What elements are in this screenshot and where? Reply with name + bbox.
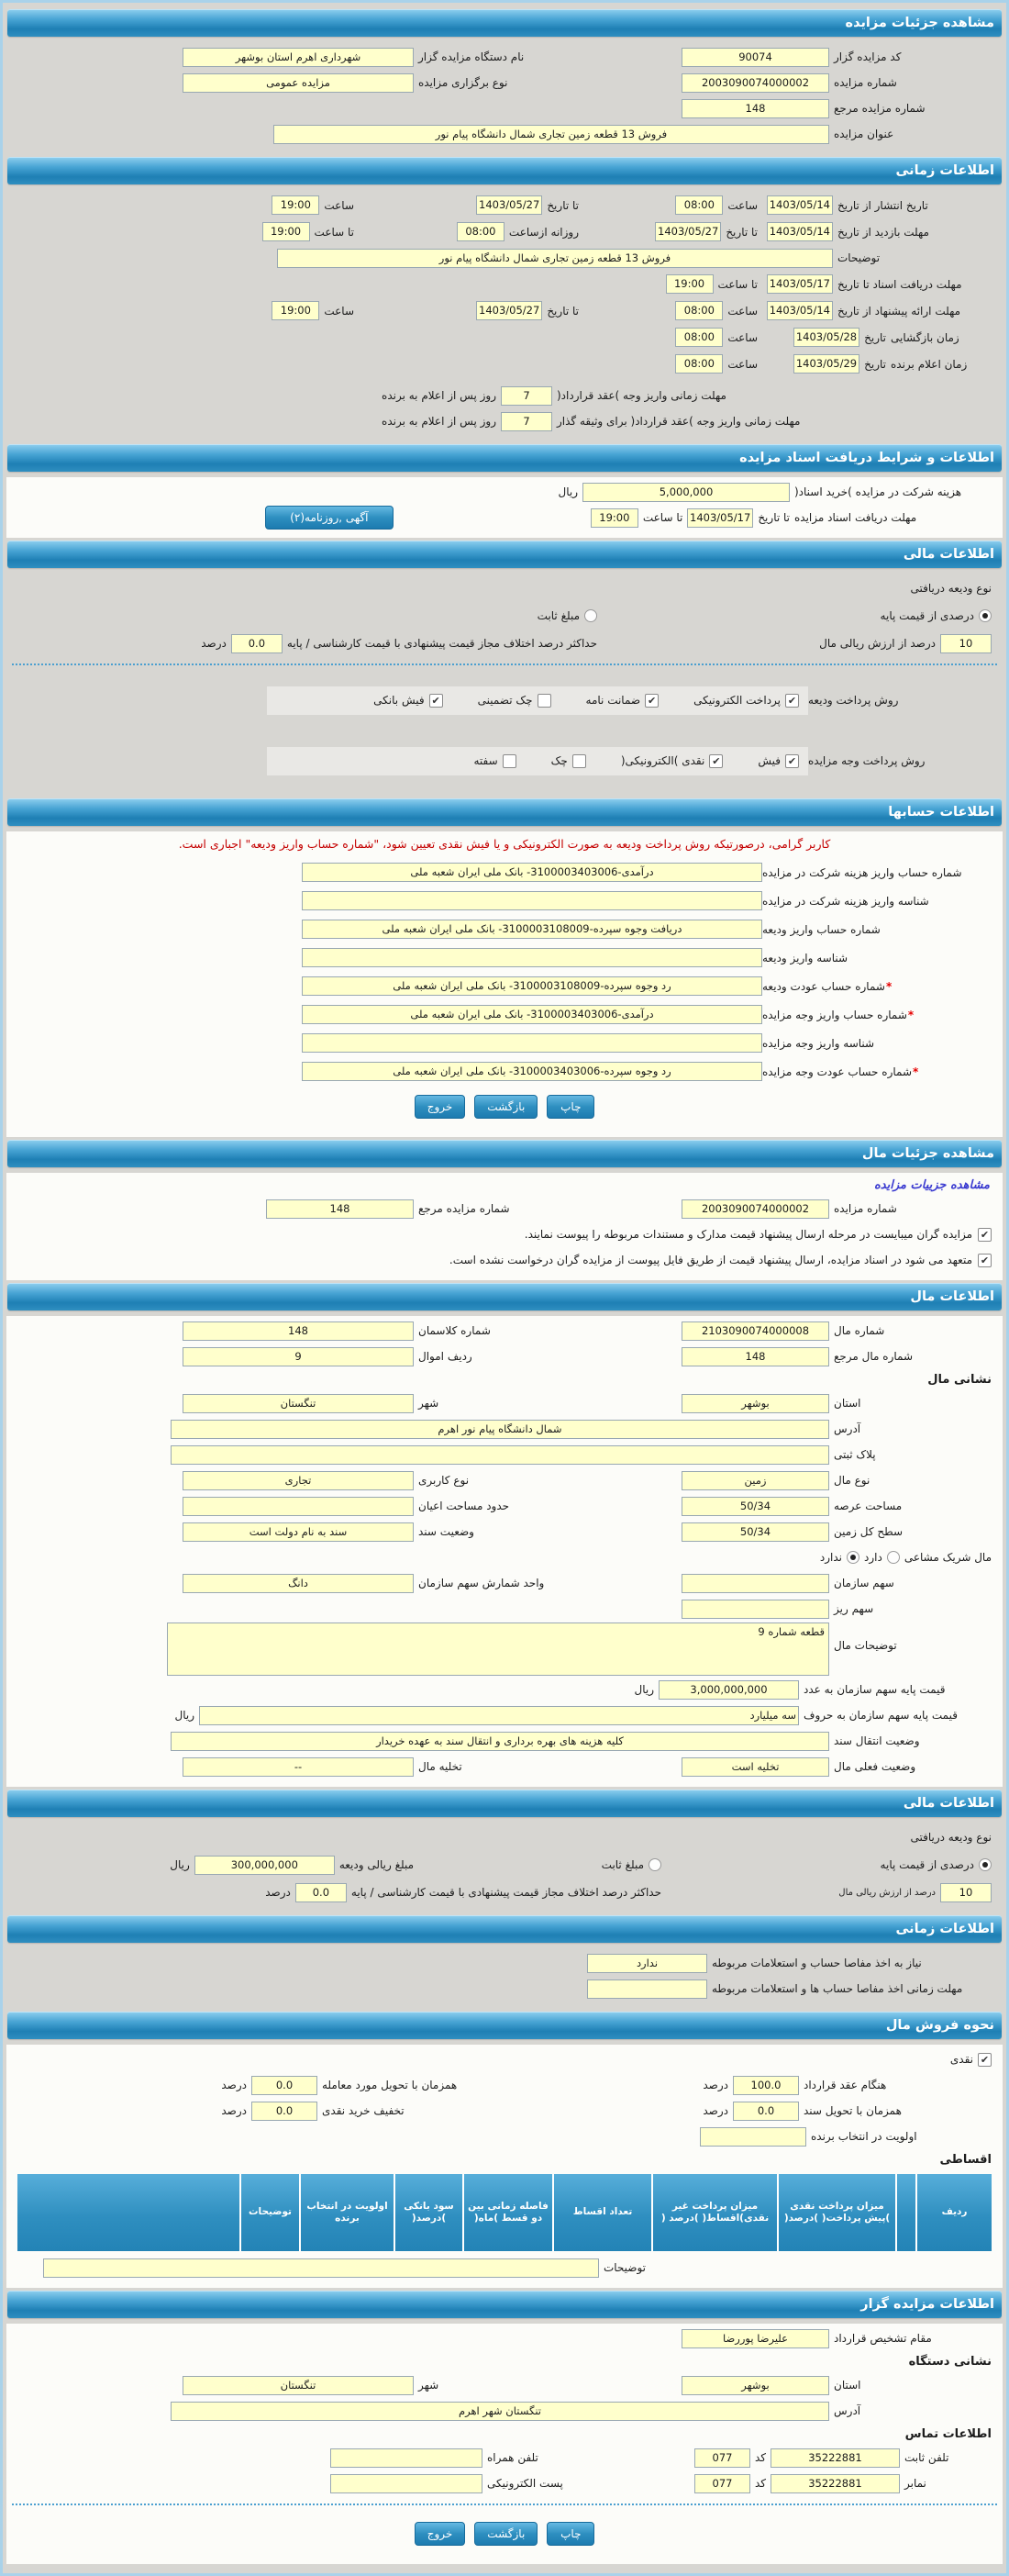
section-time-info [6, 190, 1003, 441]
section-header-asset-view [7, 1140, 1002, 1167]
at-contract-field[interactable]: 100.0 [733, 2076, 799, 2095]
winner-priority-field[interactable] [700, 2127, 806, 2147]
total-land-label: سطح کل زمین [834, 1525, 904, 1538]
rial-label: ریال [634, 1683, 654, 1696]
deposit-return-account-label: *شماره حساب عودت ودیعه [762, 979, 893, 993]
pay-deadline2-label: مهلت زمانی واریز وجه )عقد قرارداد( برای وثیقه گذار [557, 415, 801, 428]
registration-plate-label: پلاک ثبتی [834, 1448, 876, 1461]
percent-of-value-label: درصد از ارزش ریالی مال [819, 637, 936, 650]
deposit-percent-field[interactable]: 10 [940, 634, 992, 653]
fax-code-field[interactable]: 077 [694, 2474, 750, 2493]
opening-date-field[interactable]: 1403/05/28 [793, 328, 859, 347]
percent-label: درصد [265, 1886, 291, 1899]
base-price-words-field[interactable]: سه میلیارد [199, 1706, 799, 1725]
percent-label: درصد [201, 637, 227, 650]
fax-field[interactable]: 35222881 [771, 2474, 900, 2493]
contact-heading: اطلاعات تماس [904, 2427, 992, 2441]
percent-of-base-radio[interactable] [979, 1858, 992, 1871]
section-time-info-2 [6, 1948, 1003, 2009]
section-title: اطلاعات حسابها [888, 805, 994, 820]
auction-subject-label: عنوان مزایده [834, 128, 894, 140]
newspaper-ad-button[interactable]: آگهی ,روزنامه(۲) [265, 506, 394, 530]
secured-check-checkbox[interactable] [538, 694, 551, 708]
fixed-amount-radio[interactable] [649, 1858, 661, 1871]
fixed-amount-label: مبلغ ثابت [537, 609, 580, 622]
section-title: اطلاعات زمانی [895, 1922, 994, 1936]
docs-deadline-date-field[interactable]: 1403/05/17 [767, 274, 833, 294]
hour-label: ساعت [324, 198, 354, 212]
fax-label: نمابر [904, 2477, 926, 2490]
opening-label: زمان بازگشایی [891, 330, 959, 344]
required-mark: * [913, 1065, 919, 1078]
time-desc-field[interactable]: فروش 13 قطعه زمین تجاری شمال دانشگاه پیام نور [277, 249, 833, 268]
contract-authority-label: مقام تشخیص قرارداد [834, 2332, 932, 2345]
to-date-label: تا تاریخ [547, 198, 579, 212]
percent-label: درصد [221, 2104, 247, 2117]
auction-ref-field[interactable]: 148 [266, 1199, 414, 1219]
percent-label: درصد [703, 2104, 728, 2117]
section-header-time-info [7, 157, 1002, 184]
code-label: کد [754, 2477, 766, 2490]
cash-electronic-checkbox[interactable] [709, 754, 723, 768]
base-price-words-label: قیمت پایه سهم سازمان به حروف [804, 1709, 958, 1722]
epay-checkbox[interactable] [785, 694, 799, 708]
auction-pay-method-panel [267, 747, 808, 775]
percent-label: درصد [221, 2079, 247, 2091]
percent-of-base-label: درصدی از قیمت پایه [880, 1858, 974, 1871]
section-header-asset-info [7, 1283, 1002, 1310]
deposit-id-label: شناسه واریز ودیعه [762, 951, 848, 965]
land-area-label: مساحت عرصه [834, 1500, 903, 1512]
province-label: استان [834, 1397, 861, 1410]
org-name-label: نام دستگاه مزایده گزار [418, 50, 525, 63]
guarantee-label: ضمانت نامه [585, 694, 641, 707]
class-no-label: شماره کلاسمان [418, 1324, 491, 1337]
publish-to-date-field[interactable]: 1403/05/27 [476, 195, 542, 215]
org-province-field[interactable]: بوشهر [682, 2376, 829, 2395]
section-header-financial-2 [7, 1790, 1002, 1817]
section-doc-terms [6, 477, 1003, 538]
fee-deposit-account-field[interactable]: درآمدی-3100003403006- بانک ملی ایران شعبه ملی [302, 863, 762, 882]
deposit-pay-method-label: روش پرداخت ودیعه [808, 694, 899, 707]
visit-time-from-field[interactable]: 08:00 [457, 222, 504, 241]
no-file-offer-checkbox[interactable] [978, 1254, 992, 1267]
current-status-label: وضعیت فعلی مال [834, 1760, 916, 1773]
asset-address-heading: نشانی مال [927, 1373, 992, 1387]
cash-electronic-label: نقدی )الکترونیکی( [620, 754, 705, 767]
asset-row-field[interactable]: 9 [183, 1347, 414, 1366]
attach-docs-label: مزایده گران میبایست در مرحله ارسال پیشنهاد قیمت مدارک و مستندات مربوطه را پیوست نمایند. [524, 1228, 972, 1241]
auction-ref-field[interactable]: 148 [682, 99, 829, 118]
bank-slip-checkbox[interactable] [429, 694, 443, 708]
auction-amount-account-field[interactable]: درآمدی-3100003403006- بانک ملی ایران شعبه ملی [302, 1005, 762, 1024]
sale-desc-field[interactable] [43, 2258, 599, 2278]
at-contract-label: هنگام عقد قرارداد [804, 2079, 887, 2091]
sale-desc-label: توضیحات [603, 2261, 646, 2274]
section-header-doc-terms [7, 444, 1002, 472]
col-installment-gap: فاصله زمانی بین دو قسط )ماه( [462, 2174, 552, 2251]
auction-ref-label: شماره مزایده مرجع [834, 102, 926, 115]
max-diff-label: حداکثر درصد اختلاف مجاز قیمت پیشنهادی با قیمت کارشناسی / پایه [286, 637, 597, 650]
section-sale-method [6, 2045, 1003, 2288]
cash-sale-checkbox[interactable] [978, 2053, 992, 2067]
phone-label: تلفن ثابت [904, 2451, 949, 2464]
max-diff-field[interactable]: 0.0 [295, 1883, 347, 1902]
guarantee-checkbox[interactable] [645, 694, 659, 708]
section-title: اطلاعات مزایده گزار [860, 2297, 994, 2312]
section-title: اطلاعات مالی [903, 1796, 994, 1811]
print-button[interactable]: چاپ [547, 2522, 594, 2546]
doc-fee-label: هزینه شرکت در مزایده )خرید اسناد( [794, 485, 962, 498]
deposit-percent-field[interactable]: 10 [940, 1883, 992, 1902]
accounts-notice: کاربر گرامی، درصورتیکه روش پرداخت ودیعه به صورت الکترونیکی و یا فیش نقدی تعیین شود، "شماره حساب واریز ودیعه" اجباری است. [178, 837, 831, 851]
no-file-offer-label: متعهد می شود در اسناد مزایده، ارسال پیشنهاد قیمت از طریق فایل پیوست از مزایده گران درخواست نشده است. [449, 1254, 972, 1266]
joint-owner-no-radio[interactable] [847, 1551, 859, 1564]
section-accounts [6, 831, 1003, 1137]
usage-type-field[interactable]: تجاری [183, 1471, 414, 1490]
pay-deadline1-label: مهلت زمانی واریز وجه )عقد قرارداد( [557, 389, 726, 402]
publish-from-date-field[interactable]: 1403/05/14 [767, 195, 833, 215]
hour-label: ساعت [727, 330, 758, 344]
section-title: اطلاعات مالی [903, 547, 994, 562]
fee-deposit-id-field[interactable] [302, 891, 762, 910]
offer-to-date-field[interactable]: 1403/05/27 [476, 301, 542, 320]
to-date-label: تا تاریخ [726, 225, 758, 239]
asset-ref-field[interactable]: 148 [682, 1347, 829, 1366]
section-title: مشاهده جزئیات مزایده [845, 16, 994, 30]
installment-heading: اقساطی [939, 2153, 992, 2167]
asset-desc-field[interactable]: قطعه شماره 9 [167, 1623, 829, 1676]
percent-of-base-label: درصدی از قیمت پایه [880, 609, 974, 622]
email-field[interactable] [330, 2474, 482, 2493]
asset-ref-label: شماره مال مرجع [834, 1350, 914, 1363]
base-price-label: قیمت پایه سهم سازمان به عدد [804, 1683, 946, 1696]
total-land-field[interactable]: 50/34 [682, 1522, 829, 1542]
hour-label: ساعت [324, 304, 354, 318]
auction-amount-id-field[interactable] [302, 1033, 762, 1053]
building-area-field[interactable] [183, 1497, 414, 1516]
time-desc-label: توضیحات [837, 251, 881, 264]
at-deed-label: همزمان با تحویل سند [804, 2104, 902, 2117]
cash-sale-label: نقدی [949, 2053, 973, 2066]
province-field[interactable]: بوشهر [682, 1394, 829, 1413]
hour-label: ساعت [727, 198, 758, 212]
joint-owner-label: مال شریک مشاعی [904, 1551, 992, 1564]
docs-deadline-time-field[interactable]: 19:00 [666, 274, 714, 294]
deposit-account-field[interactable]: دریافت وجوه سپرده-3100003108009- بانک ملی ایران شعبه ملی [302, 920, 762, 939]
asset-no-label: شماره مال [834, 1324, 885, 1337]
auction-amount-id-label: شناسه واریز وجه مزایده [762, 1036, 875, 1050]
section-asset-view [6, 1173, 1003, 1280]
asset-type-field[interactable]: زمین [682, 1471, 829, 1490]
dotted-divider [12, 664, 997, 665]
col-installment-count: تعداد اقساط [552, 2174, 651, 2251]
publish-date-label: تاریخ انتشار از تاریخ [837, 198, 928, 212]
deposit-amount-label: مبلغ ریالی ودیعه [338, 1858, 414, 1871]
days-after-label: روز پس از اعلام به برنده [382, 389, 496, 402]
clearance-deadline-label: مهلت زمانی اخذ مفاصا حساب ها و استعلامات مربوطه [712, 1982, 963, 1995]
usage-type-label: نوع کاربری [418, 1474, 470, 1487]
required-mark: * [907, 1008, 915, 1021]
opening-time-field[interactable]: 08:00 [675, 328, 723, 347]
fixed-amount-radio[interactable] [584, 609, 597, 622]
section-financial-2 [6, 1823, 1003, 1912]
share-unit-field[interactable]: دانگ [183, 1574, 414, 1593]
deed-status-field[interactable]: سند به نام دولت است [183, 1522, 414, 1542]
address-label: آدرس [834, 1422, 861, 1435]
winner-time-field[interactable]: 08:00 [675, 354, 723, 374]
share-unit-label: واحد شمارش سهم سازمان [418, 1577, 545, 1589]
auction-return-account-field[interactable]: رد وجوه سپرده-3100003403006- بانک ملی ایران شعبه ملی [302, 1062, 762, 1081]
promissory-label: سفته [473, 754, 498, 767]
auction-no-label: شماره مزایده [834, 76, 897, 89]
section-title: اطلاعات زمانی [895, 163, 994, 178]
offer-to-time-field[interactable]: 19:00 [272, 301, 319, 320]
auction-type-label: نوع برگزاری مزایده [418, 76, 508, 89]
auction-pay-method-label: روش پرداخت وجه مزایده [808, 754, 926, 767]
asset-type-label: نوع مال [834, 1474, 870, 1487]
fixed-amount-label: مبلغ ثابت [601, 1858, 644, 1871]
back-button[interactable]: بازگشت [474, 1095, 538, 1119]
phone-field[interactable]: 35222881 [771, 2448, 900, 2468]
col-cash-payment: میزان پرداخت نقدی )پیش پرداخت( )درصد( [777, 2174, 895, 2251]
col-blank-2 [17, 2174, 239, 2251]
visit-from-date-field[interactable]: 1403/05/14 [767, 222, 833, 241]
auction-ref-label: شماره مزایده مرجع [418, 1202, 510, 1215]
view-auction-details-link[interactable]: مشاهده جزییات مزایده [873, 1178, 990, 1192]
col-row-no: ردیف [915, 2174, 992, 2251]
evacuation-label: تخلیه مال [418, 1760, 462, 1773]
percent-of-value-label: درصد از ارزش ریالی مال [838, 1887, 936, 1898]
section-title: مشاهده جزئیات مال [861, 1146, 994, 1161]
contract-authority-field[interactable]: علیرضا پوررضا [682, 2329, 829, 2348]
secured-check-label: چک تضمینی [477, 694, 533, 707]
days-after-label: روز پس از اعلام به برنده [382, 415, 496, 428]
auction-subject-field[interactable]: فروش 13 قطعه زمین تجاری شمال دانشگاه پیام نور [273, 125, 829, 144]
deposit-amount-field[interactable]: 300,000,000 [194, 1856, 335, 1875]
deposit-pay-method-panel [267, 686, 808, 715]
asset-desc-label: توضیحات مال [834, 1639, 897, 1652]
section-header-accounts [7, 798, 1002, 826]
bank-slip-label: فیش بانکی [373, 694, 425, 707]
city-field[interactable]: تنگستان [183, 1394, 414, 1413]
section-header-auction-details [7, 9, 1002, 37]
pay-deadline1-field[interactable]: 7 [501, 386, 552, 406]
org-address-field[interactable]: تنگستان شهر اهرم [171, 2402, 829, 2421]
docs-deadline-label: مهلت دریافت اسناد تا تاریخ [837, 277, 962, 291]
deed-transfer-field[interactable]: کلیه هزینه های بهره برداری و انتقال سند به عهده خریدار [171, 1732, 829, 1751]
check-checkbox[interactable] [572, 754, 586, 768]
at-delivery-field[interactable]: 0.0 [251, 2076, 317, 2095]
offer-from-time-field[interactable]: 08:00 [675, 301, 723, 320]
rial-label: ریال [174, 1709, 194, 1722]
rial-label: ریال [170, 1858, 190, 1871]
share-detail-field[interactable] [682, 1600, 829, 1619]
code-label: کد [754, 2451, 766, 2464]
auction-code-label: کد مزایده گزار [834, 50, 902, 63]
auction-no-label: شماره مزایده [834, 1202, 897, 1215]
daily-from-hour-label: روزانه ازساعت [508, 225, 579, 239]
back-button[interactable]: بازگشت [474, 2522, 538, 2546]
org-share-field[interactable] [682, 1574, 829, 1593]
section-auction-details [6, 42, 1003, 154]
col-blank-1 [895, 2174, 915, 2251]
max-diff-label: حداکثر درصد اختلاف مجاز قیمت پیشنهادی با قیمت کارشناسی / پایه [350, 1886, 661, 1899]
auction-type-field[interactable]: مزایده عمومی [183, 73, 414, 93]
fish-checkbox[interactable] [785, 754, 799, 768]
visit-to-date-field[interactable]: 1403/05/27 [655, 222, 721, 241]
clearance-need-label: نیاز به اخذ مفاصا حساب و استعلامات مربوطه [712, 1957, 922, 1969]
province-label: استان [834, 2379, 861, 2392]
registration-plate-field[interactable] [171, 1445, 829, 1465]
deposit-account-label: شماره حساب واریز ودیعه [762, 922, 881, 936]
deposit-type-label: نوع ودیعه دریافتی [910, 582, 992, 595]
joint-owner-yes-radio[interactable] [887, 1551, 900, 1564]
winner-label: زمان اعلام برنده [891, 357, 968, 371]
current-status-field[interactable]: تخلیه است [682, 1757, 829, 1777]
cash-discount-field[interactable]: 0.0 [251, 2102, 317, 2121]
attach-docs-checkbox[interactable] [978, 1228, 992, 1242]
pay-deadline2-field[interactable]: 7 [501, 412, 552, 431]
org-address-heading: نشانی دستگاه [908, 2355, 992, 2369]
hour-label: ساعت [727, 357, 758, 371]
promissory-checkbox[interactable] [503, 754, 516, 768]
section-header-sale-method [7, 2012, 1002, 2039]
doc-deadline-date-field[interactable]: 1403/05/17 [687, 508, 753, 528]
auction-return-account-label: *شماره حساب عودت وجه مزایده [762, 1065, 919, 1078]
section-title: نحوه فروش مال [885, 2018, 994, 2033]
winner-priority-label: اولویت در انتخاب برنده [811, 2130, 917, 2143]
section-header-auctioneer [7, 2291, 1002, 2318]
exit-button[interactable]: خروج [415, 1095, 466, 1119]
publish-to-time-field[interactable]: 19:00 [272, 195, 319, 215]
section-auctioneer [6, 2324, 1003, 2564]
section-header-financial-1 [7, 541, 1002, 568]
joint-owner-no-label: ندارد [819, 1551, 843, 1564]
clearance-deadline-field[interactable] [587, 1979, 707, 1999]
org-name-field[interactable]: شهرداری اهرم استان بوشهر [183, 48, 414, 67]
city-label: شهر [418, 2379, 439, 2392]
doc-deadline-time-field[interactable]: 19:00 [591, 508, 638, 528]
asset-row-label: ردیف اموال [418, 1350, 472, 1363]
asset-no-field[interactable]: 2103090074000008 [682, 1321, 829, 1341]
evacuation-field[interactable]: -- [183, 1757, 414, 1777]
col-noncash-payment: میزان پرداخت غیر نقدی)اقساط( )درصد ( [651, 2174, 777, 2251]
section-asset-info [6, 1316, 1003, 1787]
fee-deposit-account-label: شماره حساب واریز هزینه شرکت در مزایده [762, 865, 962, 879]
auction-amount-account-label: *شماره حساب واریز وجه مزایده [762, 1008, 915, 1021]
doc-fee-field[interactable]: 5,000,000 [582, 483, 790, 502]
rial-label: ریال [558, 485, 578, 498]
exit-button[interactable]: خروج [415, 2522, 466, 2546]
percent-label: درصد [703, 2079, 728, 2091]
email-label: پست الکترونیکی [487, 2477, 563, 2490]
city-label: شهر [418, 1397, 439, 1410]
dotted-divider [12, 2504, 997, 2505]
auction-code-field[interactable]: 90074 [682, 48, 829, 67]
auction-no-field[interactable]: 2003090074000002 [682, 1199, 829, 1219]
deposit-type-label: نوع ودیعه دریافتی [910, 1831, 992, 1844]
hour-label: ساعت [727, 304, 758, 318]
mobile-field[interactable] [330, 2448, 482, 2468]
deposit-id-field[interactable] [302, 948, 762, 967]
deed-status-label: وضعیت سند [418, 1525, 474, 1538]
org-share-label: سهم سازمان [834, 1577, 894, 1589]
col-bank-interest: سود بانکی )درصد( [394, 2174, 462, 2251]
building-area-label: حدود مساحت اعیان [418, 1500, 510, 1512]
epay-label: پرداخت الکترونیکی [693, 694, 781, 707]
mobile-label: تلفن همراه [487, 2451, 538, 2464]
share-detail-label: سهم ریز [834, 1602, 874, 1615]
joint-owner-yes-label: دارد [864, 1551, 882, 1564]
class-no-field[interactable]: 148 [183, 1321, 414, 1341]
section-header-time-info-2 [7, 1915, 1002, 1943]
address-field[interactable]: شمال دانشگاه پیام نور اهرم [171, 1420, 829, 1439]
col-winner-priority: اولویت در انتخاب برنده [299, 2174, 394, 2251]
to-hour-label: تا ساعت [314, 225, 354, 239]
deed-transfer-label: وضعیت انتقال سند [834, 1734, 920, 1747]
visit-label: مهلت بازدید از تاریخ [837, 225, 929, 239]
visit-time-to-field[interactable]: 19:00 [262, 222, 310, 241]
section-title: اطلاعات و شرایط دریافت اسناد مزایده [739, 451, 994, 465]
date-label: تاریخ [864, 330, 886, 344]
cash-discount-label: تخفیف خرید نقدی [322, 2104, 405, 2117]
fish-label: فیش [758, 754, 781, 767]
doc-deadline-label: مهلت دریافت اسناد مزایده [794, 511, 917, 524]
clearance-need-field[interactable]: ندارد [587, 1954, 707, 1973]
to-hour-label: تا ساعت [717, 277, 758, 291]
phone-code-field[interactable]: 077 [694, 2448, 750, 2468]
org-city-field[interactable]: تنگستان [183, 2376, 414, 2395]
winner-date-field[interactable]: 1403/05/29 [793, 354, 859, 374]
to-date-label: تا تاریخ [758, 511, 790, 524]
auction-no-field[interactable]: 2003090074000002 [682, 73, 829, 93]
offer-label: مهلت ارائه پیشنهاد از تاریخ [837, 304, 961, 318]
section-title: اطلاعات مال [910, 1289, 994, 1304]
fee-deposit-id-label: شناسه واریز هزینه شرکت در مزایده [762, 894, 929, 908]
base-price-field[interactable]: 3,000,000,000 [659, 1680, 799, 1700]
print-button[interactable]: چاپ [547, 1095, 594, 1119]
land-area-field[interactable]: 50/34 [682, 1497, 829, 1516]
at-deed-field[interactable]: 0.0 [733, 2102, 799, 2121]
section-financial-1 [6, 574, 1003, 796]
date-label: تاریخ [864, 357, 886, 371]
percent-of-base-radio[interactable] [979, 609, 992, 622]
installment-table-header [17, 2174, 992, 2251]
at-delivery-label: همزمان با تحویل مورد معامله [322, 2079, 458, 2091]
required-mark: * [885, 979, 893, 993]
address-label: آدرس [834, 2404, 861, 2417]
to-hour-label: تا ساعت [642, 511, 683, 524]
offer-from-date-field[interactable]: 1403/05/14 [767, 301, 833, 320]
publish-from-time-field[interactable]: 08:00 [675, 195, 723, 215]
deposit-return-account-field[interactable]: رد وجوه سپرده-3100003108009- بانک ملی ایران شعبه ملی [302, 976, 762, 996]
col-notes: توضیحات [239, 2174, 299, 2251]
check-label: چک [550, 754, 568, 767]
to-date-label: تا تاریخ [547, 304, 579, 318]
max-diff-field[interactable]: 0.0 [231, 634, 283, 653]
